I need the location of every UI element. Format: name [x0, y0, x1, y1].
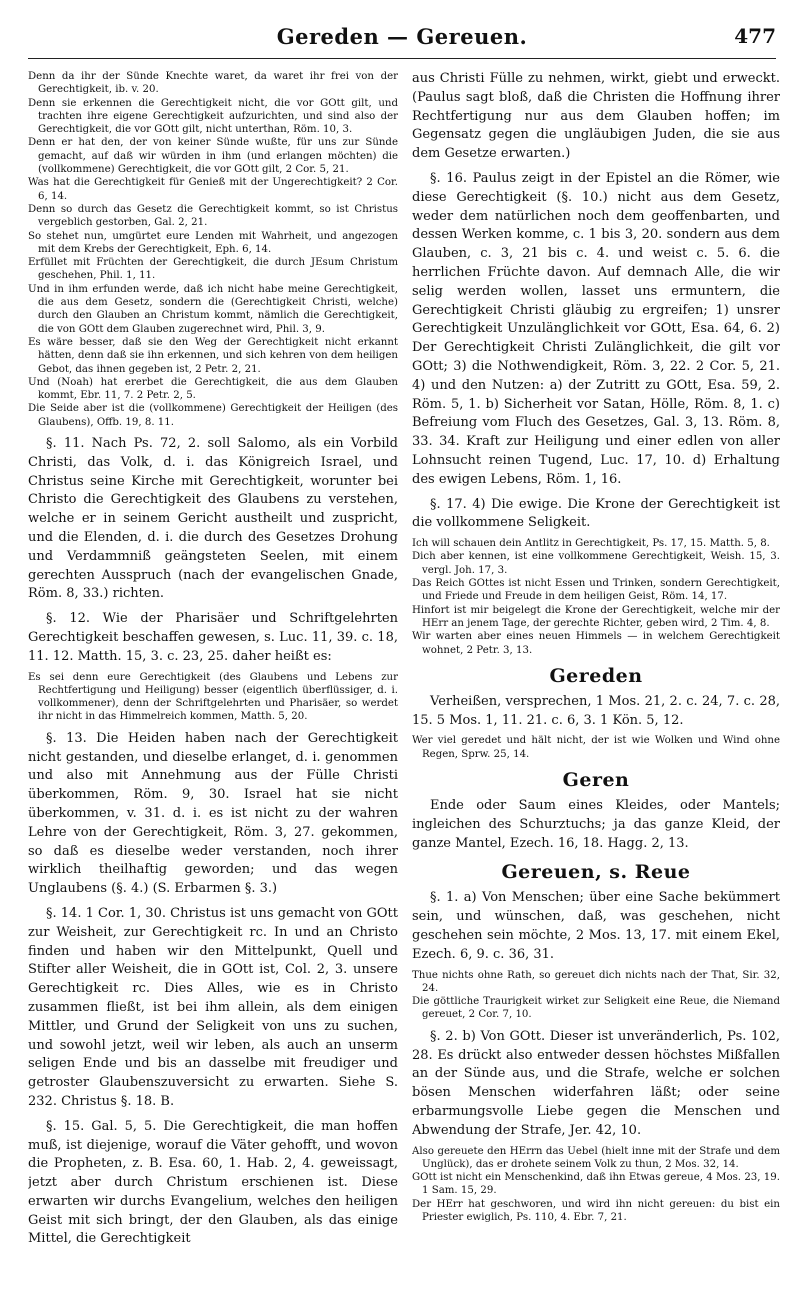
- page-header: [28, 18, 776, 59]
- bible-quote: Ich will schauen dein Antlitz in Gerechtigkeit, Ps. 17, 15. Matth. 5, 8.: [412, 538, 770, 550]
- bible-quote: So stehet nun, umgürtet eure Lenden mit Wahrheit, und angezogen mit dem Krebs der Gerechtigkeit, Eph. 6, 14.: [28, 230, 398, 255]
- bible-quote: Denn so durch das Gesetz die Gerechtigkeit kommt, so ist Christus vergeblich gestorben, Gal. 2, 21.: [28, 203, 398, 229]
- bible-quote: GOtt ist nicht ein Menschenkind, daß ihn Etwas gereue, 4 Mos. 23, 19. 1 Sam. 15, 29.: [412, 1172, 780, 1197]
- paragraph-gereuen-section-2: §. 2. b) Von GOtt. Dieser ist unveränderlich, Ps. 102, 28. Es drückt also entweder dessen höchstes Mißfallen an der Sünde aus, und die Strafe, welche er solchen bösen Menschen widerfahren läßt; oder seine erbarmungsvolle Liebe gegen die Menschen und Abwendung der Strafe, Jer. 42, 10.: [412, 1028, 780, 1138]
- bible-quote: Und in ihm erfunden werde, daß ich nicht habe meine Gerechtigkeit, die aus dem Gesetz, sondern die (Gerechtigkeit Christi, welche) durch den Glauben an Christum kommt, nämlich die Gerechtigkeit, die von GOtt dem Glauben zugerechnet wird, Phil. 3, 9.: [28, 283, 398, 335]
- bible-quote: Wer viel geredet und hält nicht, der ist wie Wolken und Wind ohne Regen, Sprw. 25, 14.: [412, 735, 780, 760]
- bible-quote: Denn er hat den, der von keiner Sünde wußte, für uns zur Sünde gemacht, auf daß wir würden in ihm (und erlangen möchten) die (vollkommene) Gerechtigkeit, die vor GOtt gilt, 2 Cor. 5, 21.: [28, 137, 398, 176]
- bible-quote: Was hat die Gerechtigkeit für Genieß mit der Ungerechtigkeit? 2 Cor. 6, 14.: [28, 177, 398, 202]
- bible-quote: Erfüllet mit Früchten der Gerechtigkeit, die durch JEsum Christum geschehen, Phil. 1, 11.: [28, 257, 398, 282]
- bible-quote: Thue nichts ohne Rath, so gereuet dich nichts nach der That, Sir. 32, 24.: [412, 969, 780, 994]
- bible-quote: Die göttliche Traurigkeit wirket zur Seligkeit eine Reue, die Niemand gereuet, 2 Cor. 7, 10.: [412, 996, 780, 1021]
- bible-quote: Hinfort ist mir beigelegt die Krone der Gerechtigkeit, welche mir der HErr an jenem Tage, der gerechte Richter, geben wird, 2 Tim. 4, 8.: [412, 604, 780, 629]
- left-column: [28, 70, 398, 1278]
- bible-quote: Der HErr hat geschworen, und wird ihn nicht gereuen: du bist ein Priester ewiglich, Ps. 110, 4. Ebr. 7, 21.: [412, 1198, 780, 1224]
- paragraph-section-13: §. 13. Die Heiden haben nach der Gerechtigkeit nicht gestanden, und dieselbe erlanget, d. i. genommen und also mit Annehmung aus der Fülle Christi überkommen, Röm. 9, 30. Israel hat sie nicht überkommen, v. 31. d. i. es ist nicht zu der wahren Lehre von der Gerechtigkeit, Röm. 3, 27. gekommen, so daß es dieselbe weder verstanden, noch ihrer wirklich theilhaftig geworden; und das wegen Unglaubens (§. 4.) (S. Erbarmen §. 3.): [28, 730, 398, 897]
- bible-quote: Wir warten aber eines neuen Himmels — in welchem Gerechtigkeit wohnet, 2 Petr. 3, 13.: [412, 631, 780, 656]
- paragraph-section-14: §. 14. 1 Cor. 1, 30. Christus ist uns gemacht von GOtt zur Weisheit, zur Gerechtigkeit rc. In und an Christo finden und haben wir den Mittelpunkt, Quell und Stifter aller Weisheit, die in GOtt ist, Col. 2, 3. unsere Gerechtigkeit rc. Dies Alles, wie es in Christo zusammen fließt, ist bei ihm allein, als dem einigen Mittler, und Grund der Seligkeit von uns zu suchen, und sowohl jetzt, weil wir leben, als auch an unserm seligen Ende und bis an dasselbe mit freudiger und getroster Glaubenszuversicht zu erwarten. Siehe S. 232. Christus §. 18. B.: [28, 905, 398, 1109]
- paragraph-section-16: §. 16. Paulus zeigt in der Epistel an die Römer, wie diese Gerechtigkeit (§. 10.) nicht aus dem Gesetz, weder dem natürlichen noch dem geoffenbarten, und dessen Werken komme, c. 1 bis 3, 20. sondern aus dem Glauben, c. 3, 21 bis c. 4. und weist c. 5. 6. die herrlichen Früchte davon. Auf demnach Alle, die wir selig werden wollen, lasset uns ermuntern, die Gerechtigkeit Christi gläubig zu ergreifen; 1) unsrer Gerechtigkeit Unzulänglichkeit vor GOtt, Esa. 64, 6. 2) Der Gerechtigkeit Christi Zulänglichkeit, die gilt vor GOtt; 3) die Nothwendigkeit, Röm. 3, 22. 2 Cor. 5, 21. 4) und den Nutzen: a) der Zutritt zu GOtt, Esa. 59, 2. Röm. 5, 1. b) Sicherheit vor Satan, Hölle, Röm. 8, 1. c) Befreiung vom Fluch des Gesetzes, Gal. 3, 13. Röm. 8, 33. 34. Kraft zur Heiligung und einer edlen von aller Lohnsucht reinen Tugend, Luc. 17, 10. d) Erhaltung des ewigen Lebens, Röm. 1, 16.: [412, 170, 780, 487]
- bible-quote: Denn da ihr der Sünde Knechte waret, da waret ihr frei von der Gerechtigkeit, ib. v. 20.: [28, 71, 398, 96]
- paragraph-section-15-continued: aus Christi Fülle zu nehmen, wirkt, giebt und erweckt. (Paulus sagt bloß, daß die Christen die Hoffnung ihrer Rechtfertigung nur aus dem Glauben hoffen; im Gegensatz gegen die ungläubigen Juden, die sie aus dem Gesetze erwarten.): [412, 71, 780, 162]
- entry-heading-geren: Geren: [562, 768, 630, 791]
- running-title: Gereden — Gereuen.: [276, 24, 528, 49]
- paragraph-section-11: §. 11. Nach Ps. 72, 2. soll Salomo, als ein Vorbild Christi, das Volk, d. i. das Königreich Israel, und Christus seine Kirche mit Gerechtigkeit, worunter bei Christo die Gerechtigkeit des Glaubens zu verstehen, welche er in seinem Gericht austheilt und zuspricht, und die Elenden, d. i. die durch des Gesetzes Drohung und Verdammniß geängsteten Seelen, mit einem gerechten Ausspruch (nach der evangelischen Gnade, Röm. 8, 33.) richten.: [28, 436, 398, 602]
- paragraph-gereden: Verheißen, versprechen, 1 Mos. 21, 2. c. 24, 7. c. 28, 15. 5 Mos. 1, 11. 21. c. 6, 3. 1 Kön. 5, 12.: [412, 693, 780, 728]
- right-column: [412, 70, 780, 1278]
- bible-quote: Und (Noah) hat ererbet die Gerechtigkeit, die aus dem Glauben kommt, Ebr. 11, 7. 2 Petr. 2, 5.: [28, 376, 398, 402]
- entry-heading-gereuen: Gereuen, s. Reue: [501, 861, 691, 884]
- bible-quote: Die Seide aber ist die (vollkommene) Gerechtigkeit der Heiligen (des Glaubens), Offb. 19, 8. 11.: [28, 403, 398, 428]
- paragraph-section-17: §. 17. 4) Die ewige. Die Krone der Gerechtigkeit ist die vollkommene Seligkeit.: [412, 496, 780, 531]
- bible-quote: Dich aber kennen, ist eine vollkommene Gerechtigkeit, Weish. 15, 3. vergl. Joh. 17, 3.: [412, 551, 780, 576]
- paragraph-gereuen-section-1: §. 1. a) Von Menschen; über eine Sache bekümmert sein, und wünschen, daß, was geschehen, nicht geschehen sein möchte, 2 Mos. 13, 17. mit einem Ekel, Ezech. 6, 9. c. 36, 31.: [412, 890, 780, 962]
- entry-heading-gereden: Gereden: [549, 664, 643, 687]
- paragraph-geren: Ende oder Saum eines Kleides, oder Mantels; ingleichen des Schurztuchs; ja das ganze Kleid, der ganze Mantel, Ezech. 16, 18. Hagg. 2, 13.: [412, 797, 780, 851]
- bible-quote: Das Reich GOttes ist nicht Essen und Trinken, sondern Gerechtigkeit, und Friede und Freude in dem heiligen Geist, Röm. 14, 17.: [412, 578, 780, 603]
- bible-quote: Es sei denn eure Gerechtigkeit (des Glaubens und Lebens zur Rechtfertigung und Heiligung) besser (eigentlich überflüssiger, d. i. vollkommener), denn der Schriftgelehrten und Pharisäer, so werdet ihr nicht in das Himmelreich kommen, Matth. 5, 20.: [28, 671, 398, 723]
- page-number: 477: [734, 24, 776, 48]
- bible-quote: Es wäre besser, daß sie den Weg der Gerechtigkeit nicht erkannt hätten, denn daß sie ihn erkennen, und sich kehren von dem heiligen Gebot, das ihnen gegeben ist, 2 Petr. 2, 21.: [28, 336, 398, 375]
- bible-quote: Also gereuete den HErrn das Uebel (hielt inne mit der Strafe und dem Unglück), das er drohete seinem Volk zu thun, 2 Mos. 32, 14.: [412, 1145, 780, 1170]
- paragraph-section-15: §. 15. Gal. 5, 5. Die Gerechtigkeit, die man hoffen muß, ist diejenige, worauf die Väter gehofft, und wovon die Propheten, z. B. Esa. 60, 1. Hab. 2, 4. geweissagt, jetzt aber durch Christum erschienen ist. Diese erwarten wir durchs Evangelium, welches den heiligen Geist mit sich bringt, der den Glauben, als das einige Mittel, die Gerechtigkeit: [28, 1118, 398, 1247]
- bible-quote: Denn sie erkennen die Gerechtigkeit nicht, die vor GOtt gilt, und trachten ihre eigene Gerechtigkeit aufzurichten, und sind also der Gerechtigkeit, die vor GOtt gilt, nicht unterthan, Röm. 10, 3.: [28, 97, 398, 136]
- paragraph-section-12: §. 12. Wie der Pharisäer und Schriftgelehrten Gerechtigkeit beschaffen gewesen, s. Luc. 11, 39. c. 18, 11. 12. Matth. 15, 3. c. 23, 25. daher heißt es:: [28, 611, 398, 664]
